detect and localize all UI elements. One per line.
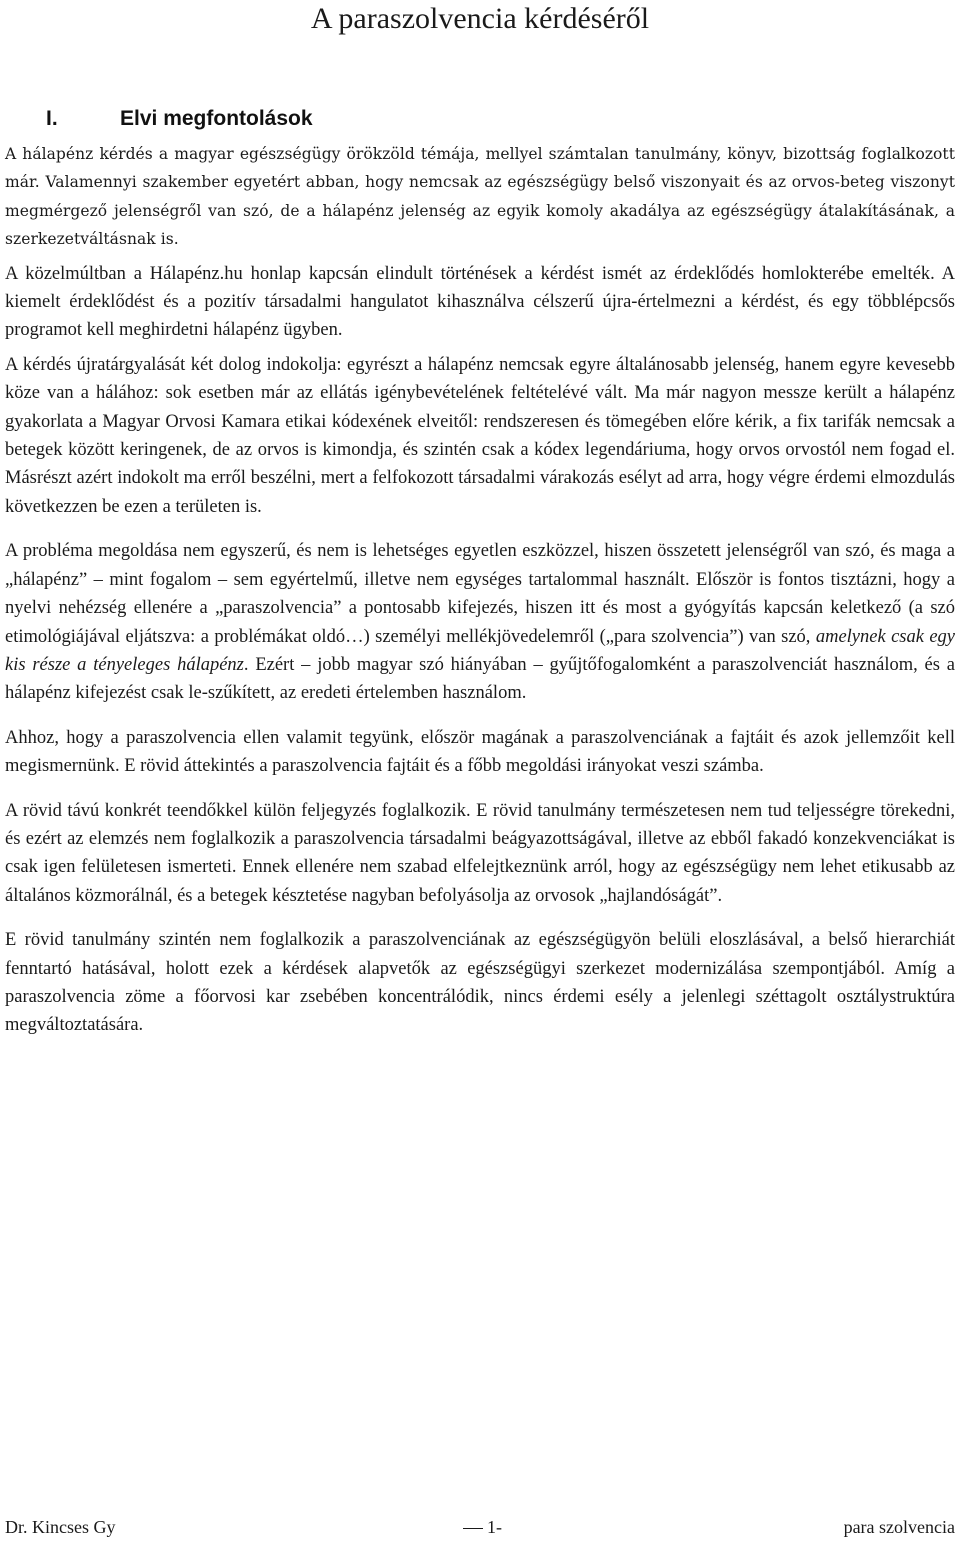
- footer-author: Dr. Kincses Gy: [5, 1517, 116, 1537]
- document-body: [5, 140, 955, 1040]
- page-footer: [5, 1512, 955, 1542]
- paragraph-7: E rövid tanulmány szintén nem foglalkozik a paraszolvenciának az egészségügyön belüli eloszlásával, a belső hierarchiát fenntartó hatásával, holott ezek a kérdések alapvetők az egészségügyi szerkezet modernizálása szempontjából. Amíg a paraszolvencia zöme a főorvosi kar zsebében koncentrálódik, nincs érdemi esély a jelenlegi széttagolt osztálystruktúra megváltoztatására.: [5, 930, 955, 1036]
- paragraph-6: A rövid távú konkrét teendőkkel külön feljegyzés foglalkozik. E rövid tanulmány természetesen nem tud teljességre törekedni, és ezért az elemzés nem foglalkozik a paraszolvencia társadalmi beágyazottságával, illetve az ebből fakadó konzekvenciákat is csak igen felületesen ismerteti. Ennek ellenére nem szabad elfelejtkeznünk arról, hogy az egészségügy nem lehet etikusabb az általános közmorálnál, és a betegek késztetése nagyban befolyásolja az orvosok „hajlandóságát”.: [5, 800, 955, 906]
- paragraph-4-text-a: A probléma megoldása nem egyszerű, és nem is lehetséges egyetlen eszközzel, hiszen összetett jelenségről van szó, és maga a „hálapénz” – mint fogalom – sem egyértelmű, illetve nem egységes tartalommal használt. Először is fontos tisztázni, hogy a nyelvi nehézség ellenére a „paraszolvencia” a pontosabb kifejezés, hiszen itt és most a gyógyítás kapcsán keletkező (a szó etimológiájával eljátszva: a problémákat oldó…) személyi mellékjövedelemről („para szolvencia”) van szó,: [5, 541, 955, 647]
- paragraph-3: A kérdés újratárgyalását két dolog indokolja: egyrészt a hálapénz nemcsak egyre általánosabb jelenség, hanem egyre kevesebb köze van a hálához: sok esetben már az ellátás igénybevételének feltételévé vált. Ma már nagyon messze került a hálapénz gyakorlata a Magyar Orvosi Kamara etikai kódexének elveitől: rendszeresen és tömegében előre kérik, a fix tarifák nemcsak a betegek között keringenek, de az orvos is kimondja, és szintén csak a kódex legendáriuma, hogy orvos orvostól nem fogad el. Másrészt azért indokolt ma erről beszélni, mert a felfokozott társadalmi várakozás esélyt ad arra, hogy végre érdemi elmozdulás következzen be ezen a területen is.: [5, 354, 955, 517]
- footer-page-number: [463, 1512, 502, 1542]
- paragraph-4: [5, 537, 955, 707]
- document-title: A paraszolvencia kérdéséről: [310, 2, 650, 35]
- paragraph-4-emphasis: amelynek csak egy kis része a tényeleges hálapénz: [5, 626, 956, 675]
- footer-subject: para szolvencia: [843, 1517, 955, 1537]
- section-title: Elvi megfontolások: [120, 107, 313, 130]
- paragraph-4-text-b: . Ezért – jobb magyar szó hiányában – gyűjtőfogalomként a paraszolvenciát használom, és a hálapénz kifejezést csak le-szűkített, az eredeti értelemben használom.: [5, 654, 955, 704]
- footer-page-number-text: 1-: [487, 1517, 502, 1537]
- footer-dash: [463, 1528, 483, 1529]
- section-number: I.: [46, 107, 58, 130]
- section-heading: [46, 106, 313, 132]
- paragraph-2: A közelmúltban a Hálapénz.hu honlap kapcsán elindult történések a kérdést ismét az érdeklődés homlokterébe emelték. A kiemelt érdeklődést és a pozitív társadalmi hangulatot kihasználva célszerű újra-értelmezni a kérdést, és egy többlépcsős programot kell meghirdetni hálapénz ügyben.: [5, 263, 955, 341]
- paragraph-1: A hálapénz kérdés a magyar egészségügy örökzöld témája, mellyel számtalan tanulmány, könyv, bizottság foglalkozott már. Valamennyi szakember egyetért abban, hogy nemcsak az egészségügy belső viszonyait és az orvos-beteg viszonyt megmérgező jelenségről van szó, de a hálapénz jelenség az egyik komoly akadálya az egészségügy átalakításának, a szerkezetváltásnak is.: [5, 145, 955, 249]
- paragraph-5: Ahhoz, hogy a paraszolvencia ellen valamit tegyünk, először magának a paraszolvenciának a fajtáit és azok jellemzőit kell megismernünk. E rövid áttekintés a paraszolvencia fajtáit és a főbb megoldási irányokat veszi számba.: [5, 727, 955, 777]
